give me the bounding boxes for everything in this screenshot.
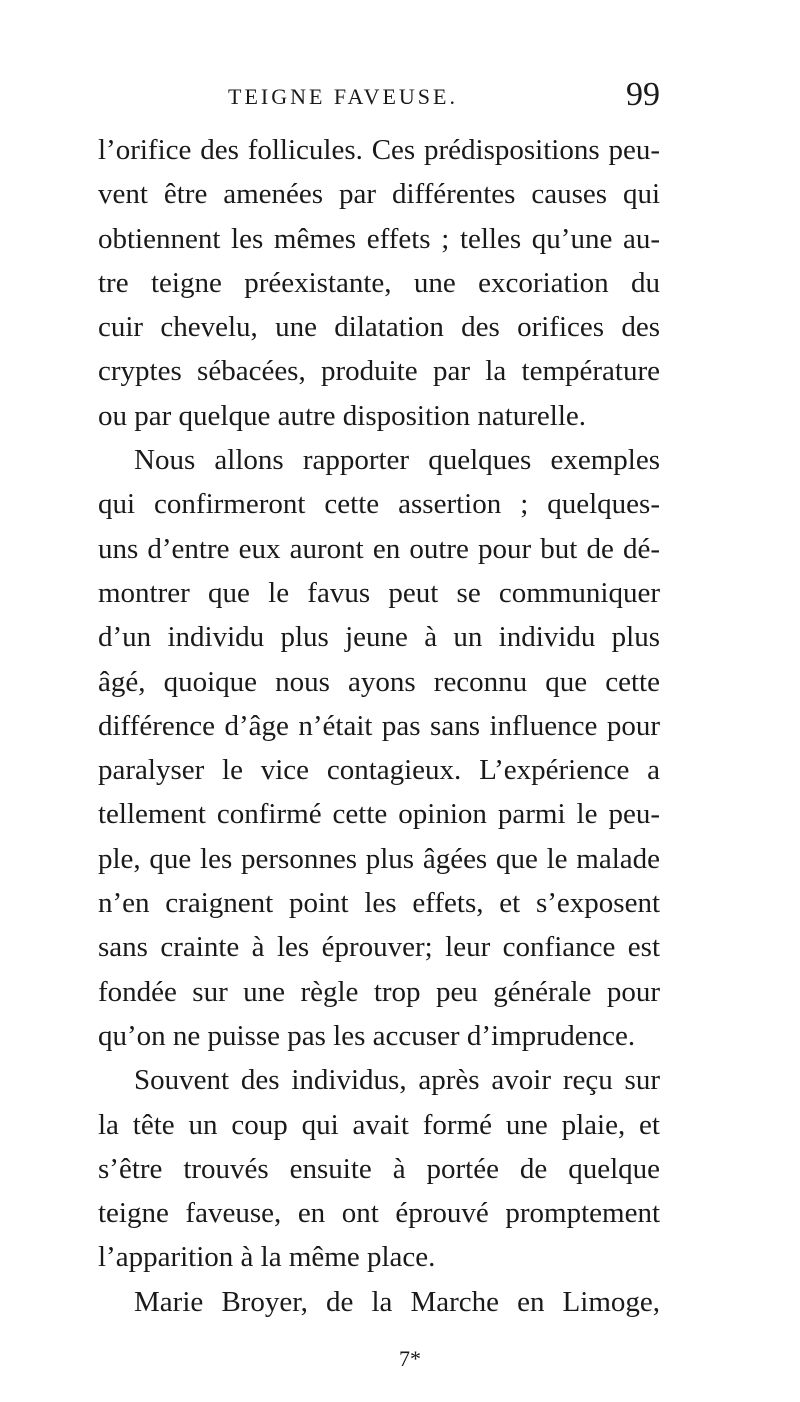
text-line: différence d’âge n’était pas sans influence pour (98, 709, 660, 742)
text-line: s’être trouvés ensuite à portée de quelque (98, 1152, 660, 1185)
text-line: Marie Broyer, de la Marche en Limoge, (134, 1285, 660, 1318)
text-line: fondée sur une règle trop peu générale pour (98, 975, 660, 1008)
text-line: n’en craignent point les effets, et s’exposent (98, 887, 660, 920)
text-line: Nous allons rapporter quelques exemples (134, 444, 660, 477)
text-line: qui confirmeront cette assertion ; quelques- (98, 488, 660, 521)
text-line: vent être amenées par différentes causes qui (98, 178, 660, 211)
signature-mark: 7* (399, 1346, 421, 1371)
text-line: qu’on ne puisse pas les accuser d’imprudence. (98, 1019, 636, 1052)
text-line: ple, que les personnes plus âgées que le malade (98, 842, 660, 875)
running-title: TEIGNE FAVEUSE. (228, 84, 458, 109)
text-line: l’apparition à la même place. (98, 1241, 436, 1274)
body-text (98, 128, 660, 1324)
text-line: paralyser le vice contagieux. L’expérience a (98, 754, 660, 787)
page-header (100, 76, 660, 116)
text-line: montrer que le favus peut se communiquer (98, 576, 660, 609)
text-line: obtiennent les mêmes effets ; telles qu’une au- (98, 222, 660, 255)
text-line: ou par quelque autre disposition naturelle. (98, 399, 587, 432)
text-line: sans crainte à les éprouver; leur confiance est (98, 931, 660, 964)
text-line: tellement confirmé cette opinion parmi le peu- (98, 798, 660, 831)
page-number: 99 (626, 76, 660, 113)
text-line: tre teigne préexistante, une excoriation du (98, 266, 660, 299)
text-line: l’orifice des follicules. Ces prédispositions peu- (98, 134, 660, 166)
text-line: d’un individu plus jeune à un individu plus (98, 621, 660, 654)
text-line: la tête un coup qui avait formé une plaie, et (98, 1108, 660, 1141)
text-line: Souvent des individus, après avoir reçu sur (134, 1064, 660, 1097)
text-line: cryptes sébacées, produite par la température (98, 355, 660, 388)
text-line: âgé, quoique nous ayons reconnu que cette (98, 665, 660, 698)
text-line: teigne faveuse, en ont éprouvé promptement (98, 1197, 660, 1230)
text-line: uns d’entre eux auront en outre pour but de dé- (98, 532, 660, 565)
text-line: cuir chevelu, une dilatation des orifices des (98, 311, 660, 344)
